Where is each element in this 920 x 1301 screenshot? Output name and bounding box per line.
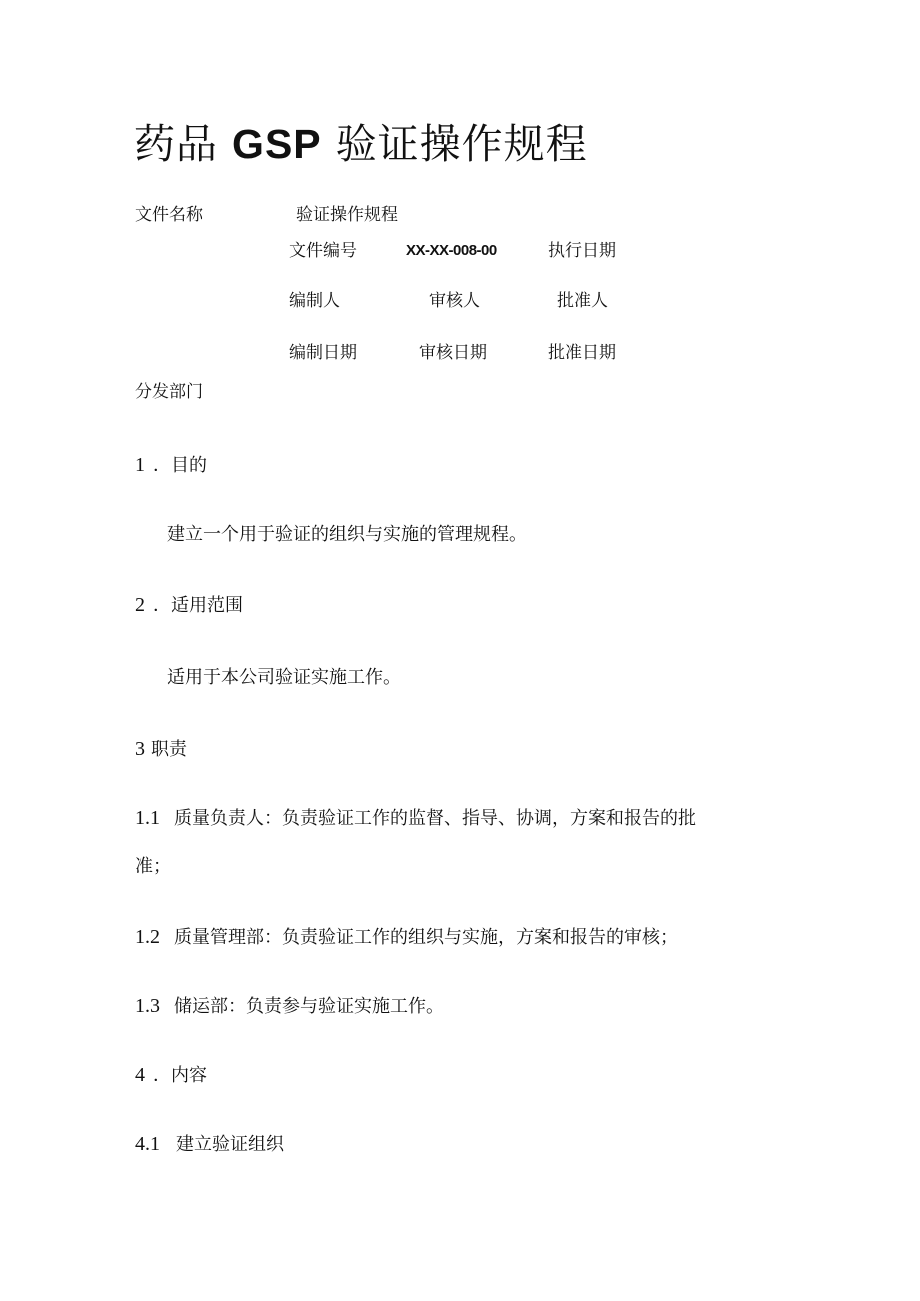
document-title [134,118,588,170]
title-latin: GSP [232,121,322,167]
compile-date-label: 编制日期 [289,343,357,363]
item-4-1-number: 4.1 [135,1133,160,1155]
section-1-number: 1 [135,454,145,476]
section-2-text: 适用于本公司验证实施工作。 [167,667,401,688]
review-date-label: 审核日期 [419,343,487,363]
item-1-3 [135,993,444,1020]
item-4-1 [135,1131,284,1158]
section-2-heading [135,592,243,619]
section-3-title: 职责 [151,739,187,760]
approve-date-label: 批准日期 [548,343,616,363]
section-1-text: 建立一个用于验证的组织与实施的管理规程。 [167,524,527,545]
title-suffix: 验证操作规程 [335,120,588,168]
dept-label: 分发部门 [135,382,203,402]
section-2-title: ．适用范围 [153,595,243,616]
item-1-1-continuation: 准； [135,856,171,877]
section-1-heading [135,452,207,479]
file-name-label: 文件名称 [135,205,203,225]
file-name-value: 验证操作规程 [296,205,398,225]
section-2-number: 2 [135,594,145,616]
file-no-value: XX-XX-008-00 [406,242,497,259]
item-1-1-number: 1.1 [135,807,160,829]
section-4-title: ．内容 [153,1065,207,1086]
item-4-1-text: 建立验证组织 [176,1134,284,1155]
item-1-1-text: 质量负责人：负责验证工作的监督、指导、协调，方案和报告的批 [174,808,696,829]
section-3-number: 3 [135,738,145,760]
section-4-number: 4 [135,1064,145,1086]
section-3-heading [135,736,187,763]
title-prefix: 药品 [134,120,218,168]
section-1-title: ．目的 [153,455,207,476]
item-1-2 [135,924,678,951]
file-no-label: 文件编号 [289,241,357,261]
compiler-label: 编制人 [289,291,340,311]
item-1-2-text: 质量管理部：负责验证工作的组织与实施，方案和报告的审核； [174,927,678,948]
item-1-2-number: 1.2 [135,926,160,948]
reviewer-label: 审核人 [429,291,480,311]
item-1-1 [135,805,696,832]
item-1-3-text: 储运部：负责参与验证实施工作。 [174,996,444,1017]
exec-date-label: 执行日期 [548,241,616,261]
section-4-heading [135,1062,207,1089]
approver-label: 批准人 [557,291,608,311]
item-1-3-number: 1.3 [135,995,160,1017]
